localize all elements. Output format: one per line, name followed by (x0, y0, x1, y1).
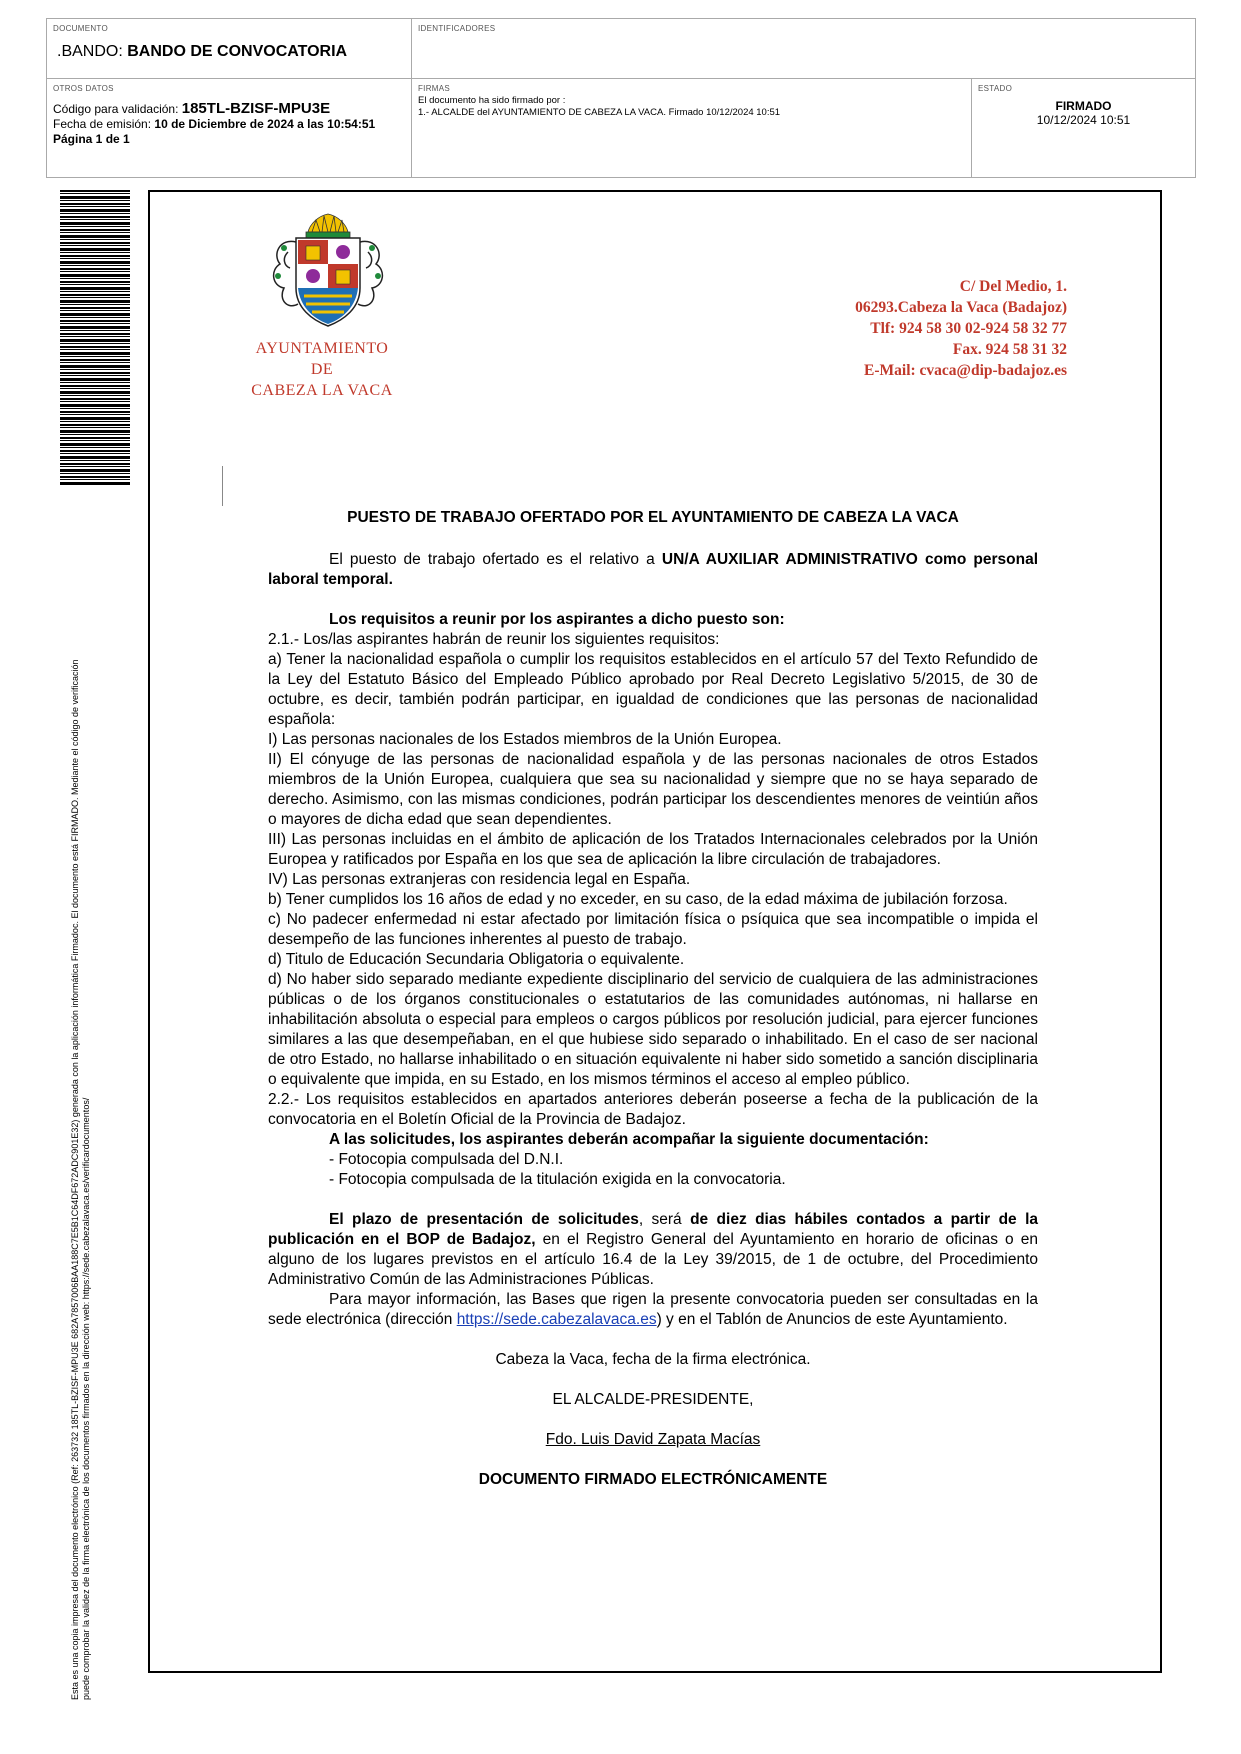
fecha-firma: Cabeza la Vaca, fecha de la firma electrónica. (495, 1351, 811, 1368)
coat-of-arms-icon (258, 208, 398, 333)
firmas-label: FIRMAS (418, 84, 451, 93)
plazo-text: en el Registro General del Ayuntamiento en horario de oficinas o en alguno de los lugares previstos en el artículo 16.4 de la Ley 39/2015, de 1 de octubre, del Procedimiento Administrativo Común de las Administraciones Públicas. (268, 1231, 1038, 1288)
fecha-value: 10 de Diciembre de 2024 a las 10:54:51 (154, 117, 376, 131)
firmas-cell (412, 79, 972, 177)
paragraph: I) Las personas nacionales de los Estados miembros de la Unión Europea. (268, 731, 782, 748)
plazo-paragraph (268, 1210, 1038, 1290)
intro-position: UN/A AUXILIAR ADMINISTRATIVO como personal laboral temporal. (268, 551, 1039, 588)
estado-date: 10/12/2024 10:51 (1036, 113, 1131, 127)
document-header (46, 18, 1196, 178)
requisitos-heading (268, 610, 1038, 630)
identificadores-label: IDENTIFICADORES (418, 24, 496, 33)
estado-value: FIRMADO (1055, 99, 1112, 113)
barcode-image (60, 190, 130, 485)
margin-line-1: Esta es una copia impresa del documento electrónico (Ref: 263732 185TL-BZISF-MPU3E 682A7857006BAA188C7E5B1C64DF672ADC901E32) generada con la aplicación informática Firmadoc. El documento está FIRMADO. Mediante el código de verificación (70, 659, 80, 1700)
margin-line-2: puede comprobar la validez de la firma electrónica de los documentos firmados en la dirección web: https://sede.cabezalavaca.es/verificardocumentos/ (81, 1097, 91, 1700)
document-body (268, 550, 1038, 1490)
otros-datos-cell (47, 79, 412, 177)
firmas-signer: 1.- ALCALDE del AYUNTAMIENTO DE CABEZA LA VACA. Firmado 10/12/2024 10:51 (418, 107, 781, 118)
info-paragraph (268, 1290, 1038, 1330)
paragraph: d) No haber sido separado mediante expediente disciplinario del servicio de cualquiera de las administraciones públicas o de los órganos constitucionales o estatutarios de las comunidades autónomas, ni hallarse en inhabilitación absoluta o especial para empleos o cargos públicos por resolución judicial, para ejercer funciones similares a las que desempeñaban, en el que hubiese sido separado o inhabilitado. En el caso de ser nacional de otro Estado, no hallarse inhabilitado o en situación equivalente ni haber sido sometido a sanción disciplinaria o equivalente que impida, en su Estado, en los mismos términos el acceso al empleo público. (268, 971, 1038, 1088)
alcalde-title: EL ALCALDE-PRESIDENTE, (552, 1391, 754, 1408)
plazo-bold: El plazo de presentación de solicitudes (329, 1211, 639, 1228)
signer-name: Fdo. Luis David Zapata Macías (545, 1431, 761, 1448)
contact-address (855, 276, 1067, 381)
documento-prefix: .BANDO: (57, 43, 128, 60)
address-email[interactable]: E-Mail: cvaca@dip-badajoz.es (864, 362, 1067, 379)
ayuntamiento-line: DE (310, 361, 334, 378)
documento-cell (47, 19, 412, 79)
firmas-line: El documento ha sido firmado por : (418, 95, 566, 106)
firmado-notice (268, 1470, 1038, 1490)
list-item: - Fotocopia compulsada de la titulación exigida en la convocatoria. (329, 1171, 786, 1188)
sede-link[interactable]: https://sede.cabezalavaca.es (456, 1311, 657, 1328)
info-text: ) y en el Tablón de Anuncios de este Ayuntamiento. (656, 1311, 1008, 1328)
ayuntamiento-name (232, 338, 412, 401)
estado-cell (972, 79, 1195, 177)
address-fax: Fax. 924 58 31 32 (952, 341, 1067, 358)
ayuntamiento-line: CABEZA LA VACA (251, 382, 393, 399)
ayuntamiento-line: AYUNTAMIENTO (255, 340, 389, 357)
intro-text: El puesto de trabajo ofertado es el relativo a (329, 551, 662, 568)
paragraph: 2.1.- Los/las aspirantes habrán de reunir los siguientes requisitos: (268, 631, 720, 648)
identificadores-cell (412, 19, 1195, 79)
plazo-text: , será (638, 1211, 691, 1228)
requisitos-heading-text: Los requisitos a reunir por los aspirantes a dicho puesto son: (329, 611, 785, 628)
plazo-bold: de diez dias hábiles contados a partir de la publicación en el BOP de Badajoz, (268, 1211, 1038, 1248)
paragraph: II) El cónyuge de las personas de nacionalidad española y de las personas nacionales de otros Estados miembros de la Unión Europea, cualquiera que sea su nacionalidad y siempre que no se haya separado de derecho. Asimismo, con las mismas condiciones, podrán participar los descendientes menores de veintiún años o mayores de dicha edad que sean dependientes. (268, 751, 1038, 828)
codigo-value[interactable]: 185TL-BZISF-MPU3E (181, 100, 331, 117)
documento-label: DOCUMENTO (53, 24, 108, 33)
pagina-indicator: Página 1 de 1 (53, 132, 130, 146)
paragraph: III) Las personas incluidas en el ámbito de aplicación de los Tratados Internacionales celebrados por la Unión Europea y ratificados por España en los que sea de aplicación la libre circulación de trabajadores. (268, 831, 1038, 868)
paragraph: 2.2.- Los requisitos establecidos en apartados anteriores deberán poseerse a fecha de la publicación de la convocatoria en el Boletín Oficial de la Provincia de Badajoz. (268, 1091, 1038, 1128)
otros-label: OTROS DATOS (53, 84, 114, 93)
documento-title-text: BANDO DE CONVOCATORIA (127, 43, 348, 60)
estado-label: ESTADO (978, 84, 1013, 93)
firmado-notice-text: DOCUMENTO FIRMADO ELECTRÓNICAMENTE (478, 1471, 828, 1488)
verification-margin-text (70, 490, 92, 1700)
info-text: Para mayor información, las Bases que rigen la presente convocatoria pueden ser consultadas en la sede electrónica (dirección (268, 1291, 1038, 1328)
documentacion-heading (268, 1130, 1038, 1150)
documentacion-heading-text: A las solicitudes, los aspirantes deberán acompañar la siguiente documentación: (329, 1131, 929, 1148)
paragraph: IV) Las personas extranjeras con residencia legal en España. (268, 871, 691, 888)
paragraph: a) Tener la nacionalidad española o cumplir los requisitos establecidos en el artículo 57 del Texto Refundido de la Ley del Estatuto Básico del Empleado Público aprobado por Real Decreto Legislativo 5/2015, de 30 de octubre, es decir, también podrán participar, en igualdad de condiciones que las personas de nacionalidad española: (268, 651, 1038, 728)
address-street: C/ Del Medio, 1. (959, 278, 1067, 295)
address-phone: Tlf: 924 58 30 02-924 58 32 77 (870, 320, 1067, 337)
codigo-validacion (53, 101, 375, 117)
intro-paragraph (268, 550, 1038, 590)
fecha-label: Fecha de emisión: (53, 117, 155, 131)
paragraph: d) Titulo de Educación Secundaria Obligatoria o equivalente. (268, 951, 685, 968)
address-city: 06293.Cabeza la Vaca (Badajoz) (855, 299, 1067, 316)
signature-line (268, 1430, 1038, 1450)
fecha-emision (53, 117, 375, 132)
documento-title (57, 43, 347, 61)
list-item: - Fotocopia compulsada del D.N.I. (329, 1151, 564, 1168)
margin-mark (222, 466, 223, 506)
codigo-label: Código para validación: (53, 102, 182, 116)
paragraph: b) Tener cumplidos los 16 años de edad y no exceder, en su caso, de la edad máxima de jubilación forzosa. (268, 891, 1008, 908)
document-title: PUESTO DE TRABAJO OFERTADO POR EL AYUNTAMIENTO DE CABEZA LA VACA (347, 509, 959, 526)
paragraph: c) No padecer enfermedad ni estar afectado por limitación física o psíquica que sea incompatible o impida el desempeño de las funciones inherentes al puesto de trabajo. (268, 911, 1038, 948)
